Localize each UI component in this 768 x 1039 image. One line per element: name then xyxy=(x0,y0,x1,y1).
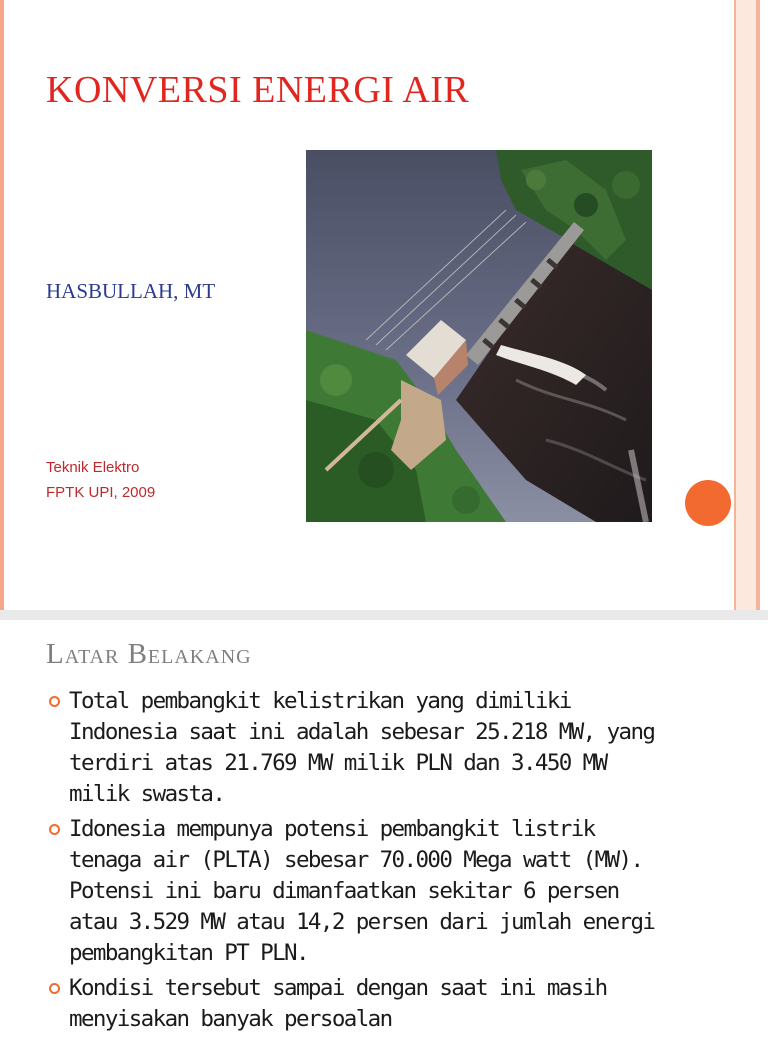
bullet-text: Kondisi tersebut sampai dengan saat ini masih menyisakan banyak persoalan xyxy=(69,975,607,1032)
list-item xyxy=(46,814,656,969)
section-title: Latar Belakang xyxy=(46,638,252,670)
circle-bullet-icon xyxy=(49,696,60,707)
slide-right-band xyxy=(734,0,758,610)
list-item xyxy=(46,973,656,1035)
author-name: HASBULLAH, MT xyxy=(46,279,216,303)
bullet-text: Idonesia mempunya potensi pembangkit listrik tenaga air (PLTA) sebesar 70.000 Mega watt (MW). Potensi ini baru dimanfaatkan sekitar 6 persen atau 3.529 MW atau 14,2 persen dari jumlah energi pembangkitan PT PLN. xyxy=(69,816,655,966)
affiliation xyxy=(46,455,155,505)
slide-title: KONVERSI ENERGI AIR xyxy=(46,69,470,111)
accent-circle xyxy=(685,480,731,526)
dam-photo xyxy=(306,150,652,522)
slide-right-stripe xyxy=(758,0,768,610)
affiliation-institution: FPTK UPI, 2009 xyxy=(46,484,156,501)
slide-left-border xyxy=(0,0,4,610)
circle-bullet-icon xyxy=(49,983,60,994)
bullet-list xyxy=(46,686,656,1039)
affiliation-department: Teknik Elektro xyxy=(46,459,140,476)
slide-divider xyxy=(0,610,768,620)
list-item xyxy=(46,686,656,810)
bullet-text: Total pembangkit kelistrikan yang dimiliki Indonesia saat ini adalah sebesar 25.218 MW, yang terdiri atas 21.769 MW milik PLN dan 3.450 MW milik swasta. xyxy=(69,688,655,807)
circle-bullet-icon xyxy=(49,824,60,835)
content-slide xyxy=(0,620,768,1032)
